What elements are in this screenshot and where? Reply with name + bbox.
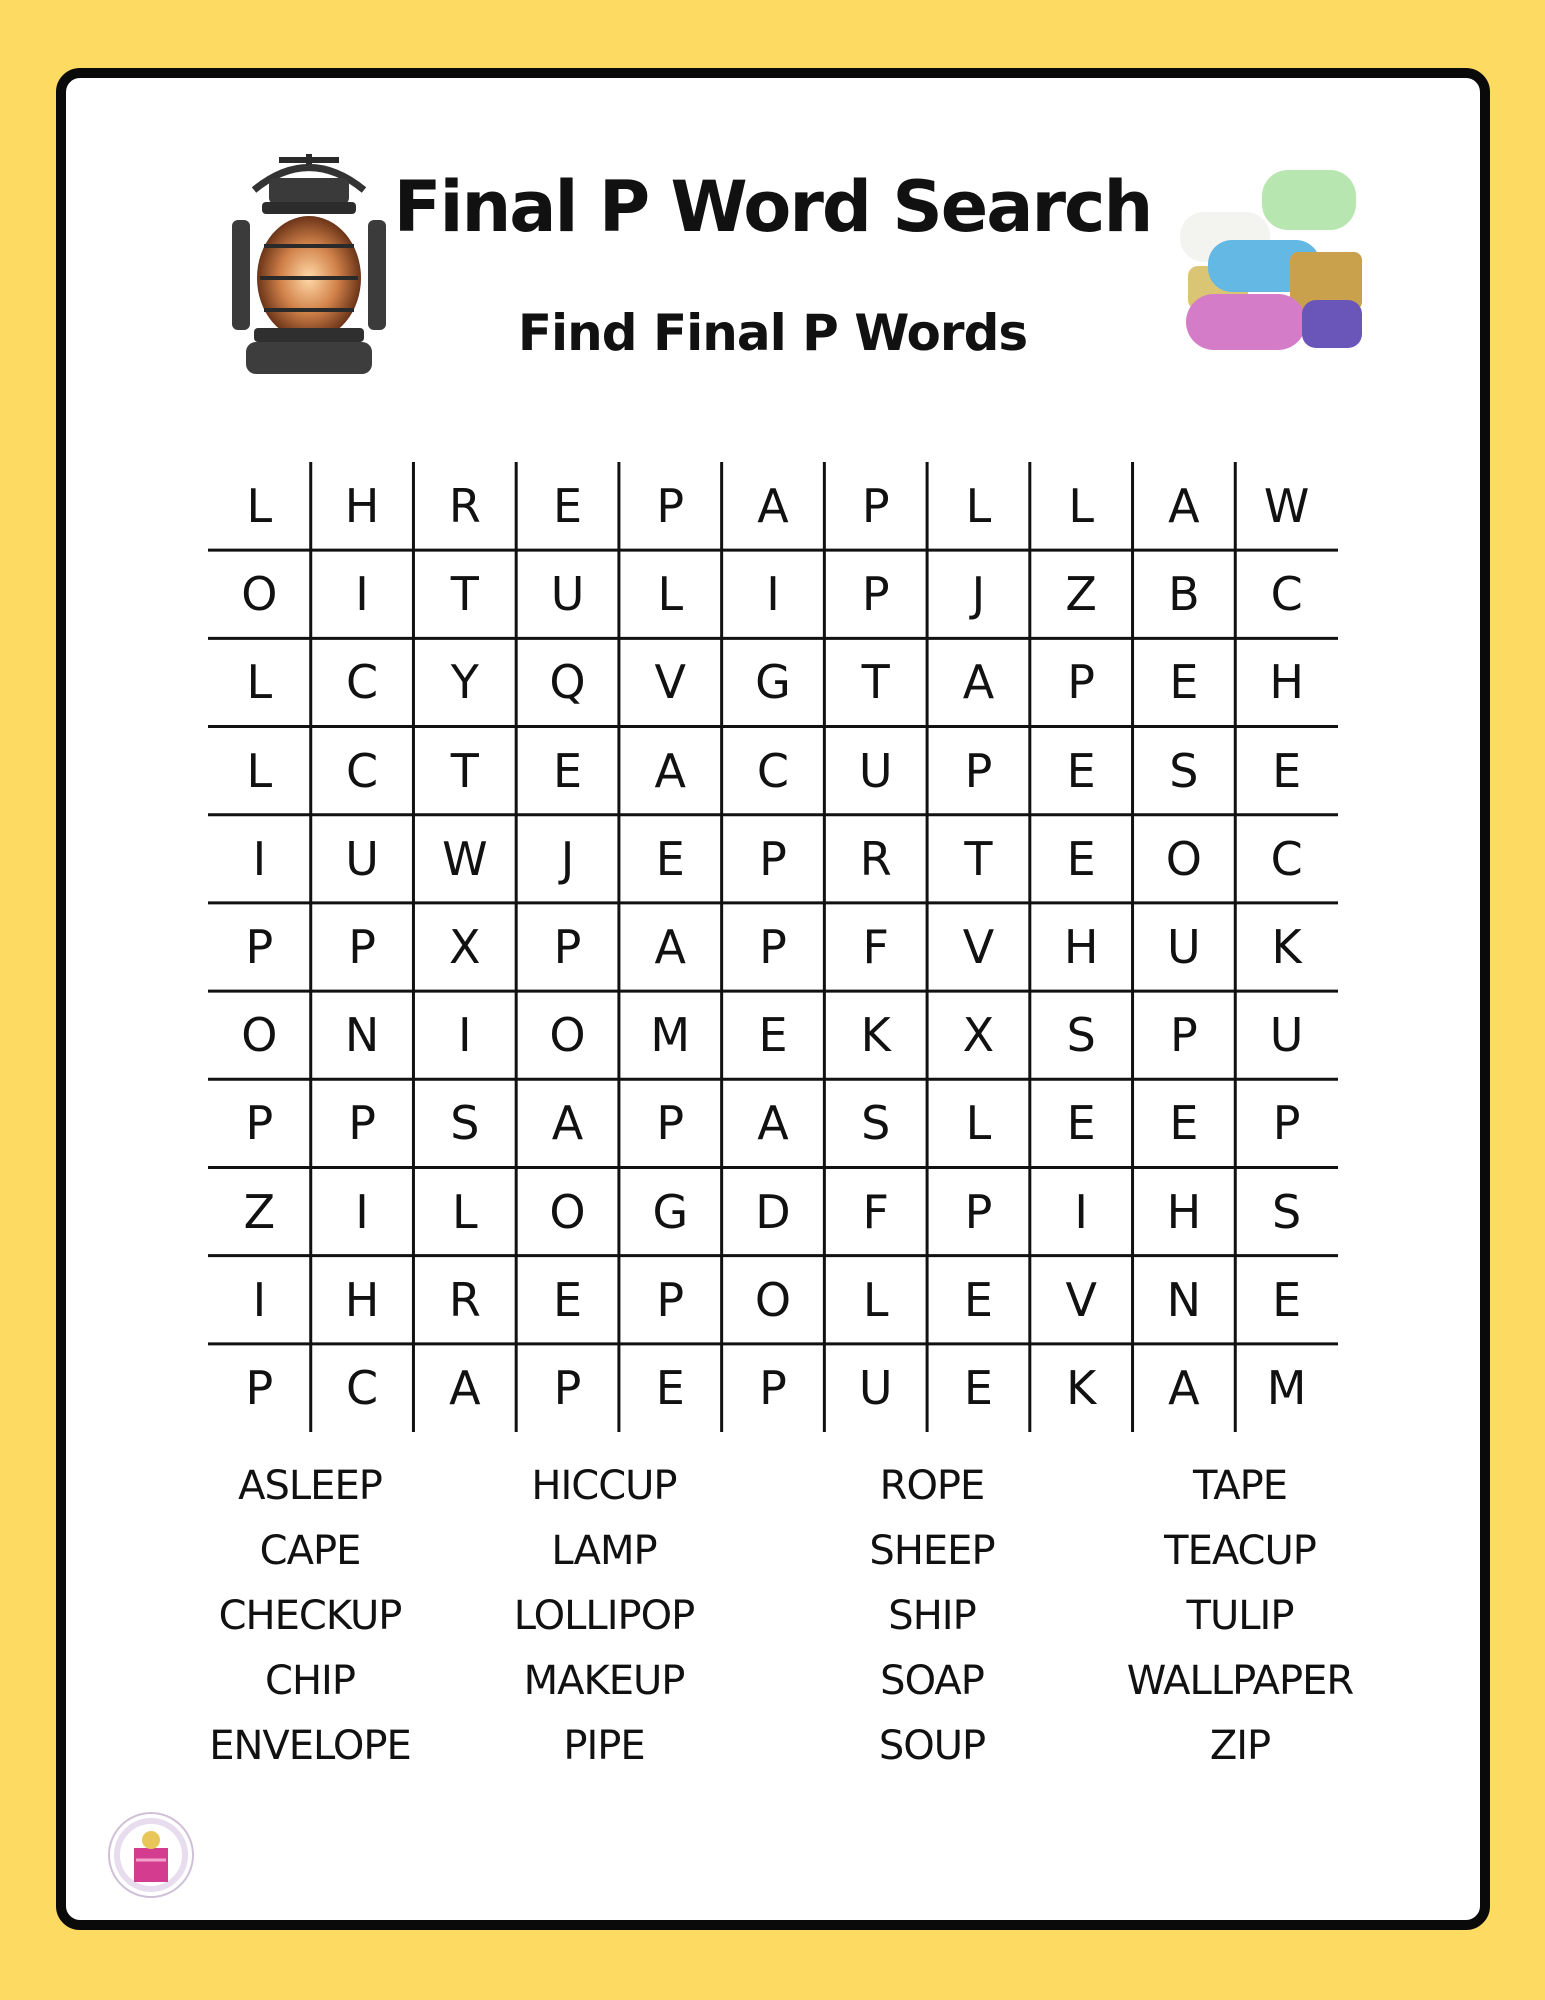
grid-cell: S xyxy=(1272,1184,1302,1239)
grid-cell: B xyxy=(1168,567,1200,622)
grid-cell: P xyxy=(656,479,685,534)
word-bank-item: SOUP xyxy=(878,1723,986,1769)
grid-cell: P xyxy=(759,831,787,886)
word-bank-item: TULIP xyxy=(1186,1593,1294,1639)
grid-cell: F xyxy=(862,1184,889,1239)
grid-cell: E xyxy=(963,1360,993,1415)
grid-cell: H xyxy=(344,479,380,534)
grid-cell: E xyxy=(552,743,583,798)
grid-cell: S xyxy=(1066,1008,1096,1063)
grid-cell: E xyxy=(655,831,685,886)
grid-cell: P xyxy=(1272,1096,1301,1151)
word-bank-item: CHECKUP xyxy=(218,1593,402,1639)
grid-cell: U xyxy=(550,567,585,622)
grid-cell: E xyxy=(1272,1272,1302,1327)
grid-cell: P xyxy=(348,1096,376,1151)
grid-cell: X xyxy=(449,919,481,974)
grid-cell: K xyxy=(1271,919,1302,974)
word-bank-item: SHEEP xyxy=(869,1528,995,1574)
grid-cell: P xyxy=(1170,1008,1198,1063)
grid-cell: W xyxy=(442,831,488,886)
grid-cell: U xyxy=(1167,919,1201,974)
grid-cell: G xyxy=(652,1184,689,1239)
grid-cell: P xyxy=(759,1360,787,1415)
grid-cell: T xyxy=(964,831,993,886)
grid-cell: Y xyxy=(450,655,479,710)
grid-cell: I xyxy=(355,567,369,622)
word-bank-item: SOAP xyxy=(880,1658,984,1704)
grid-cell: S xyxy=(450,1096,480,1151)
grid-cell: E xyxy=(1272,743,1302,798)
grid-cell: E xyxy=(552,1272,583,1327)
word-bank-item: CHIP xyxy=(265,1658,355,1704)
grid-cell: P xyxy=(553,919,582,974)
grid-cell: P xyxy=(656,1096,685,1151)
grid-cell: I xyxy=(355,1184,369,1239)
grid-cell: N xyxy=(1166,1272,1202,1327)
grid-cell: U xyxy=(858,743,893,798)
grid-cell: T xyxy=(450,567,479,622)
grid-cell: L xyxy=(451,1184,478,1239)
grid-cell: S xyxy=(861,1096,891,1151)
grid-cell: E xyxy=(1066,743,1096,798)
grid-cell: M xyxy=(1266,1360,1307,1415)
grid-cell: O xyxy=(241,1008,278,1063)
grid-cell: L xyxy=(965,479,992,534)
word-bank-item: HICCUP xyxy=(531,1463,677,1509)
grid-cell: L xyxy=(657,567,684,622)
grid-cell: P xyxy=(348,919,376,974)
grid-cell: V xyxy=(1065,1272,1097,1327)
grid-cell: E xyxy=(655,1360,685,1415)
word-bank-item: ROPE xyxy=(879,1463,985,1509)
grid-cell: P xyxy=(245,1096,274,1151)
grid-cell: E xyxy=(1066,831,1096,886)
grid-cell: S xyxy=(1169,743,1199,798)
word-bank-item: CAPE xyxy=(259,1528,361,1574)
grid-cell: L xyxy=(965,1096,992,1151)
grid-cell: L xyxy=(1068,479,1094,534)
grid-cell: A xyxy=(449,1360,481,1415)
grid-cell: N xyxy=(344,1008,380,1063)
grid-cell: E xyxy=(552,479,583,534)
word-bank-item: TAPE xyxy=(1192,1463,1288,1509)
grid-cell: A xyxy=(757,479,789,534)
grid-cell: R xyxy=(448,479,481,534)
grid-cell: C xyxy=(1270,567,1303,622)
word-bank-item: ASLEEP xyxy=(238,1463,382,1509)
grid-cell: T xyxy=(861,655,890,710)
grid-cell: F xyxy=(862,919,889,974)
grid-cell: X xyxy=(962,1008,995,1063)
grid-cell: O xyxy=(754,1272,792,1327)
grid-cell: L xyxy=(862,1272,889,1327)
grid-cell: P xyxy=(245,919,274,974)
grid-cell: K xyxy=(1066,1360,1097,1415)
grid-cell: C xyxy=(346,1360,379,1415)
word-bank-item: SHIP xyxy=(888,1593,976,1639)
grid-cell: U xyxy=(858,1360,893,1415)
page-subtitle: Find Final P Words xyxy=(517,304,1028,362)
grid-cell: I xyxy=(458,1008,472,1063)
grid-cell: U xyxy=(345,831,379,886)
grid-cell: V xyxy=(962,919,995,974)
grid-cell: A xyxy=(551,1096,584,1151)
grid-cell: V xyxy=(654,655,686,710)
grid-cell: A xyxy=(1168,479,1200,534)
grid-cell: I xyxy=(252,1272,267,1327)
word-bank-item: TEACUP xyxy=(1164,1528,1316,1574)
grid-cell: E xyxy=(1169,655,1199,710)
grid-cell: A xyxy=(654,743,686,798)
grid-cell: E xyxy=(1066,1096,1096,1151)
word-bank-item: ZIP xyxy=(1209,1723,1271,1769)
grid-cell: Q xyxy=(549,655,586,710)
grid-cell: P xyxy=(1067,655,1096,710)
grid-cell: A xyxy=(757,1096,789,1151)
grid-cell: O xyxy=(549,1008,586,1063)
grid-cell: L xyxy=(246,743,273,798)
page-title: Final P Word Search xyxy=(393,166,1152,248)
grid-cell: I xyxy=(252,831,267,886)
grid-cell: W xyxy=(1263,479,1310,534)
grid-cell: P xyxy=(245,1360,274,1415)
grid-cell: P xyxy=(656,1272,685,1327)
grid-cell: P xyxy=(553,1360,582,1415)
grid-cell: C xyxy=(346,743,379,798)
grid-cell: P xyxy=(861,567,890,622)
grid-cell: E xyxy=(963,1272,993,1327)
grid-cell: T xyxy=(450,743,479,798)
grid-cell: H xyxy=(1063,919,1099,974)
grid-cell: R xyxy=(859,831,892,886)
word-bank-item: LAMP xyxy=(551,1528,657,1574)
grid-cell: P xyxy=(964,1184,993,1239)
grid-cell: G xyxy=(755,655,791,710)
grid-cell: Z xyxy=(243,1184,276,1239)
grid-cell: I xyxy=(766,567,780,622)
grid-cell: Z xyxy=(1065,567,1097,622)
word-bank-item: PIPE xyxy=(563,1723,645,1769)
grid-cell: O xyxy=(241,567,278,622)
grid-cell: P xyxy=(861,479,890,534)
grid-cell: K xyxy=(860,1008,891,1063)
grid-cell: E xyxy=(1169,1096,1199,1151)
grid-cell: C xyxy=(1270,831,1303,886)
grid-cell: E xyxy=(758,1008,788,1063)
word-bank-item: LOLLIPOP xyxy=(513,1593,695,1639)
grid-cell: H xyxy=(344,1272,380,1327)
grid-cell: C xyxy=(346,655,379,710)
grid-cell: J xyxy=(971,567,986,622)
word-bank-item: MAKEUP xyxy=(523,1658,685,1704)
grid-cell: A xyxy=(654,919,686,974)
grid-cell: D xyxy=(755,1184,791,1239)
grid-cell: A xyxy=(1168,1360,1200,1415)
grid-cell: A xyxy=(962,655,995,710)
grid-cell: L xyxy=(246,655,273,710)
therapy-boutique-logo xyxy=(106,1810,196,1900)
grid-cell: H xyxy=(1269,655,1304,710)
grid-cell: J xyxy=(560,831,575,886)
word-bank-item: ENVELOPE xyxy=(209,1723,411,1769)
grid-cell: R xyxy=(448,1272,481,1327)
grid-cell: C xyxy=(756,743,790,798)
grid-cell: I xyxy=(1074,1184,1088,1239)
grid-cell: P xyxy=(759,919,787,974)
grid-cell: U xyxy=(1269,1008,1304,1063)
grid-cell: O xyxy=(549,1184,586,1239)
grid-cell: H xyxy=(1166,1184,1202,1239)
grid-cell: O xyxy=(1165,831,1202,886)
grid-cell: L xyxy=(246,479,273,534)
word-bank-item: WALLPAPER xyxy=(1126,1658,1354,1704)
grid-cell: M xyxy=(650,1008,691,1063)
grid-cell: P xyxy=(964,743,993,798)
